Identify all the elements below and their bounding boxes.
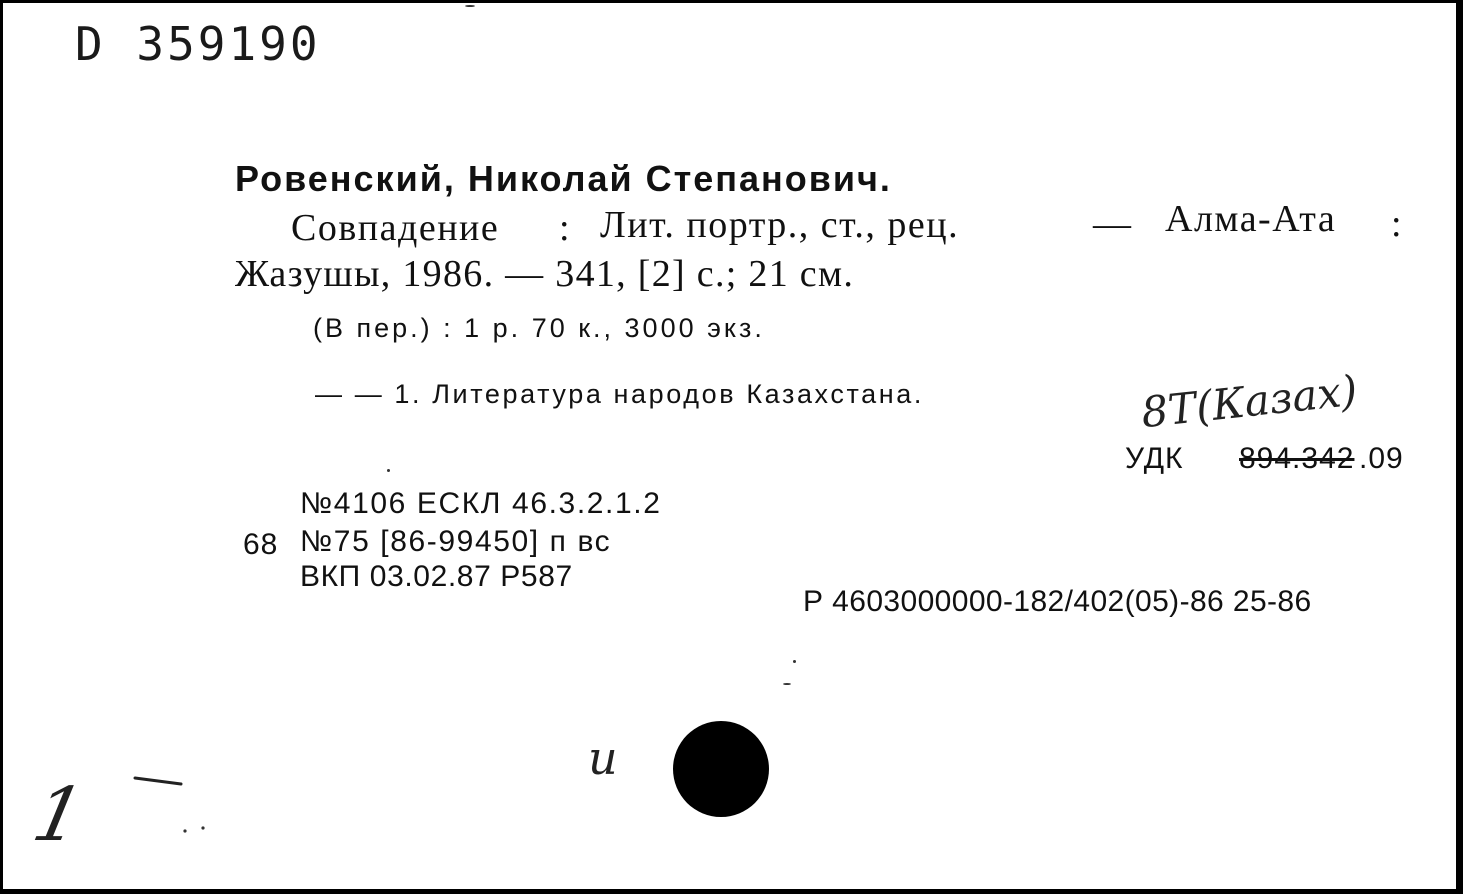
place-colon: : — [1391, 203, 1404, 245]
catalog-card — [3, 3, 1456, 889]
udk-suffix: .09 — [1359, 442, 1404, 475]
handwritten-mark: и — [588, 731, 618, 785]
handwritten-classification: 8Т(Казах) — [1138, 365, 1360, 438]
imprint-line: Жазушы, 1986. — 341, [2] с.; 21 см. — [235, 253, 855, 295]
price-line: (В пер.) : 1 р. 70 к., 3000 экз. — [313, 313, 765, 343]
udk-struck-code: 894.342 — [1239, 442, 1355, 475]
pencil-marks — [123, 768, 233, 838]
book-subtitle: Лит. портр., ст., рец. — [600, 204, 960, 246]
handwritten-number: 1 — [25, 772, 92, 858]
subject-line: — — 1. Литература народов Казахстана. — [315, 379, 924, 409]
black-dot-mark — [673, 721, 769, 817]
stamp-number: D 359190 — [75, 17, 321, 71]
publication-place: Алма-Ата — [1165, 198, 1337, 240]
title-separator: : — [559, 207, 572, 249]
catalog-line-1: №4106 ЕСКЛ 46.3.2.1.2 — [300, 487, 662, 520]
udk-label: УДК — [1125, 442, 1184, 475]
book-title: Совпадение — [291, 207, 500, 249]
publication-code-line: Р 4603000000-182/402(05)-86 25-86 — [803, 585, 1312, 618]
catalog-line-2: №75 [86-99450] п вс — [300, 525, 612, 558]
catalog-line-2-prefix: 68 — [243, 528, 279, 561]
catalog-line-3: ВКП 03.02.87 Р587 — [300, 560, 573, 593]
title-dash: — — [1093, 203, 1133, 245]
author-heading: Ровенский, Николай Степанович. — [235, 158, 892, 199]
